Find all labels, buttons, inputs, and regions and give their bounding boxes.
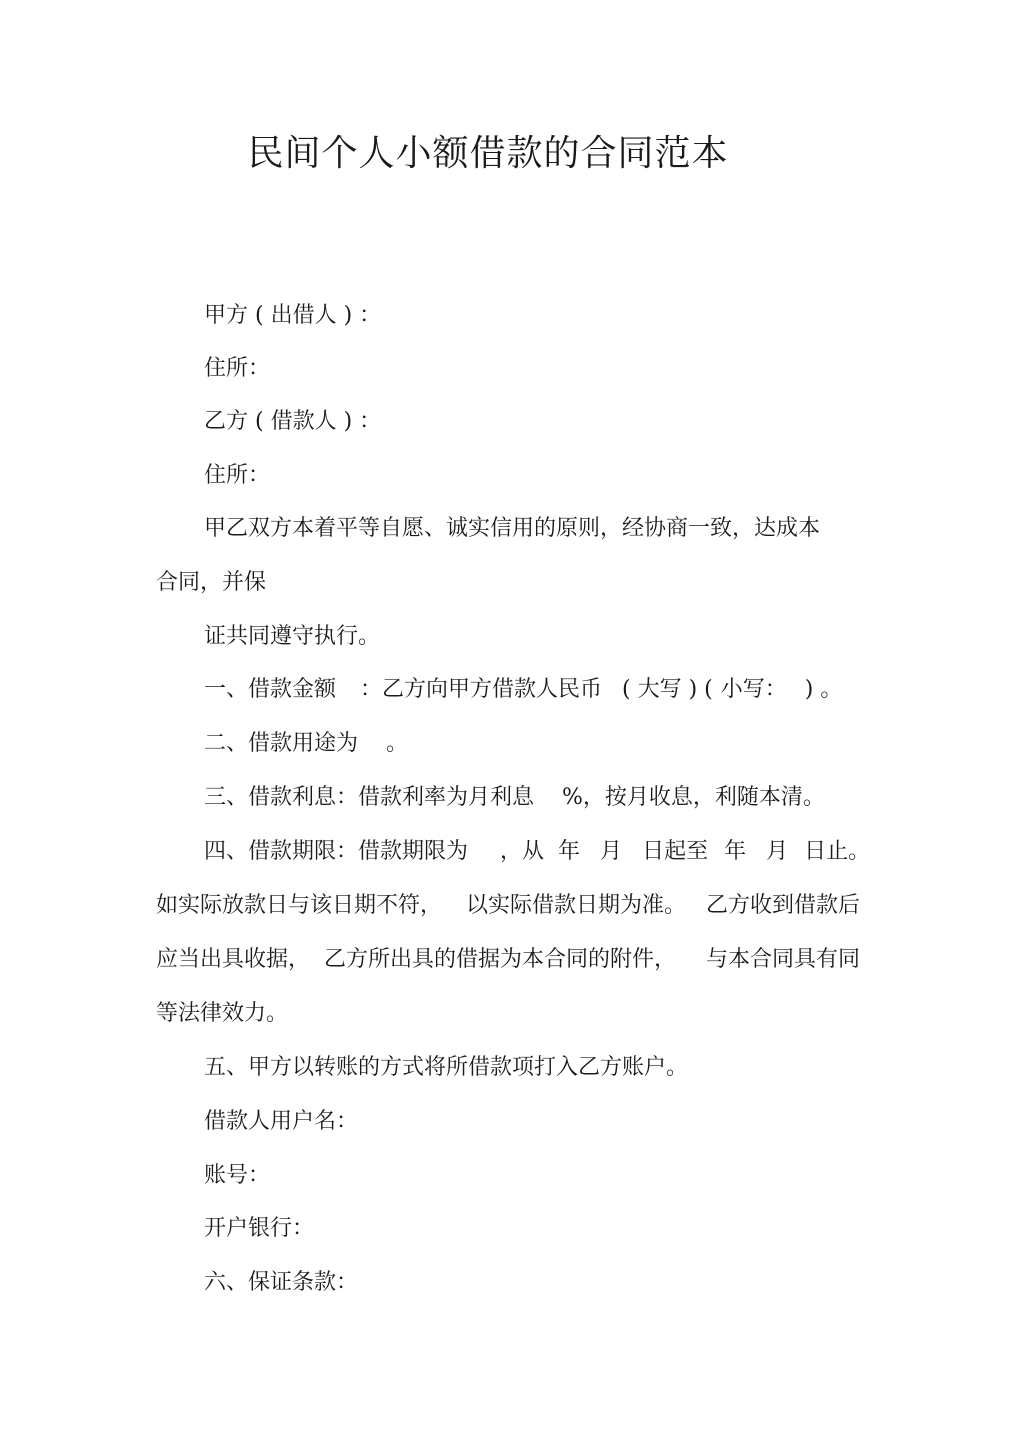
clause-4-text-e: 日起至: [642, 839, 709, 864]
party-b-label: 乙方 ( 借款人 ) ：: [204, 409, 382, 434]
account-name-label: 借款人用户名：: [204, 1109, 359, 1134]
clause-5-transfer: 五、甲方以转账的方式将所借款项打入乙方账户。: [204, 1055, 689, 1080]
party-b-address-label: 住所：: [204, 463, 271, 488]
clause-1-text-c: ( 大写 ) (: [622, 677, 713, 702]
clause-4-line-2: [156, 890, 860, 922]
clause-4-year-1: 年: [558, 839, 581, 864]
clause-4-month-2: 月: [766, 839, 789, 864]
clause-4-year-2: 年: [724, 839, 747, 864]
clause-4-line-2-a: 如实际放款日与该日期不符，: [156, 893, 443, 918]
clause-4-line-3-c: 与本合同具有同: [706, 947, 861, 972]
clause-4-text-h: 日止。: [804, 839, 871, 864]
clause-1-text-d: 小写：: [720, 677, 787, 702]
intro-paragraph-line-2: 合同，并保: [156, 570, 267, 595]
account-number-label: 账号：: [204, 1163, 271, 1188]
clause-4-line-3-a: 应当出具收据，: [156, 947, 311, 972]
clause-1-text-e: ) 。: [804, 677, 843, 702]
clause-3-text-b: %，按月收息，利随本清。: [562, 785, 825, 810]
party-a-address-label: 住所：: [204, 356, 271, 381]
clause-4-term: [204, 836, 870, 868]
clause-3-text-a: 三、借款利息：借款利率为月利息: [204, 785, 535, 810]
clause-2-text-a: 二、借款用途为: [204, 731, 359, 756]
clause-2-text-b: 。: [386, 731, 409, 756]
clause-4-line-3-b: 乙方所出具的借据为本合同的附件，: [324, 947, 677, 972]
clause-4-line-2-c: 乙方收到借款后: [706, 893, 861, 918]
clause-1-loan-amount: [204, 674, 842, 706]
clause-4-text-a: 四、借款期限：借款期限为: [204, 839, 469, 864]
clause-3-interest: [204, 782, 825, 814]
clause-4-month-1: 月: [600, 839, 623, 864]
bank-label: 开户银行：: [204, 1216, 315, 1241]
clause-4-line-2-b: 以实际借款日期为准。: [466, 893, 687, 918]
clause-1-text-a: 一、借款金额: [204, 677, 337, 702]
document-title: 民间个人小额借款的合同范本: [247, 133, 729, 174]
clause-2-loan-purpose: [204, 728, 408, 760]
clause-4-line-4: 等法律效力。: [156, 1001, 289, 1026]
clause-6-guarantee: 六、保证条款：: [204, 1270, 359, 1295]
intro-paragraph-line-3: 证共同遵守执行。: [204, 624, 381, 649]
clause-1-text-b: ：乙方向甲方借款人民币: [360, 677, 603, 702]
party-a-label: 甲方 ( 出借人 ) ：: [204, 303, 382, 328]
clause-4-line-3: [156, 944, 860, 976]
clause-4-text-b: ，从: [500, 839, 545, 864]
intro-paragraph-line-1: 甲乙双方本着平等自愿、诚实信用的原则，经协商一致，达成本: [204, 516, 821, 541]
